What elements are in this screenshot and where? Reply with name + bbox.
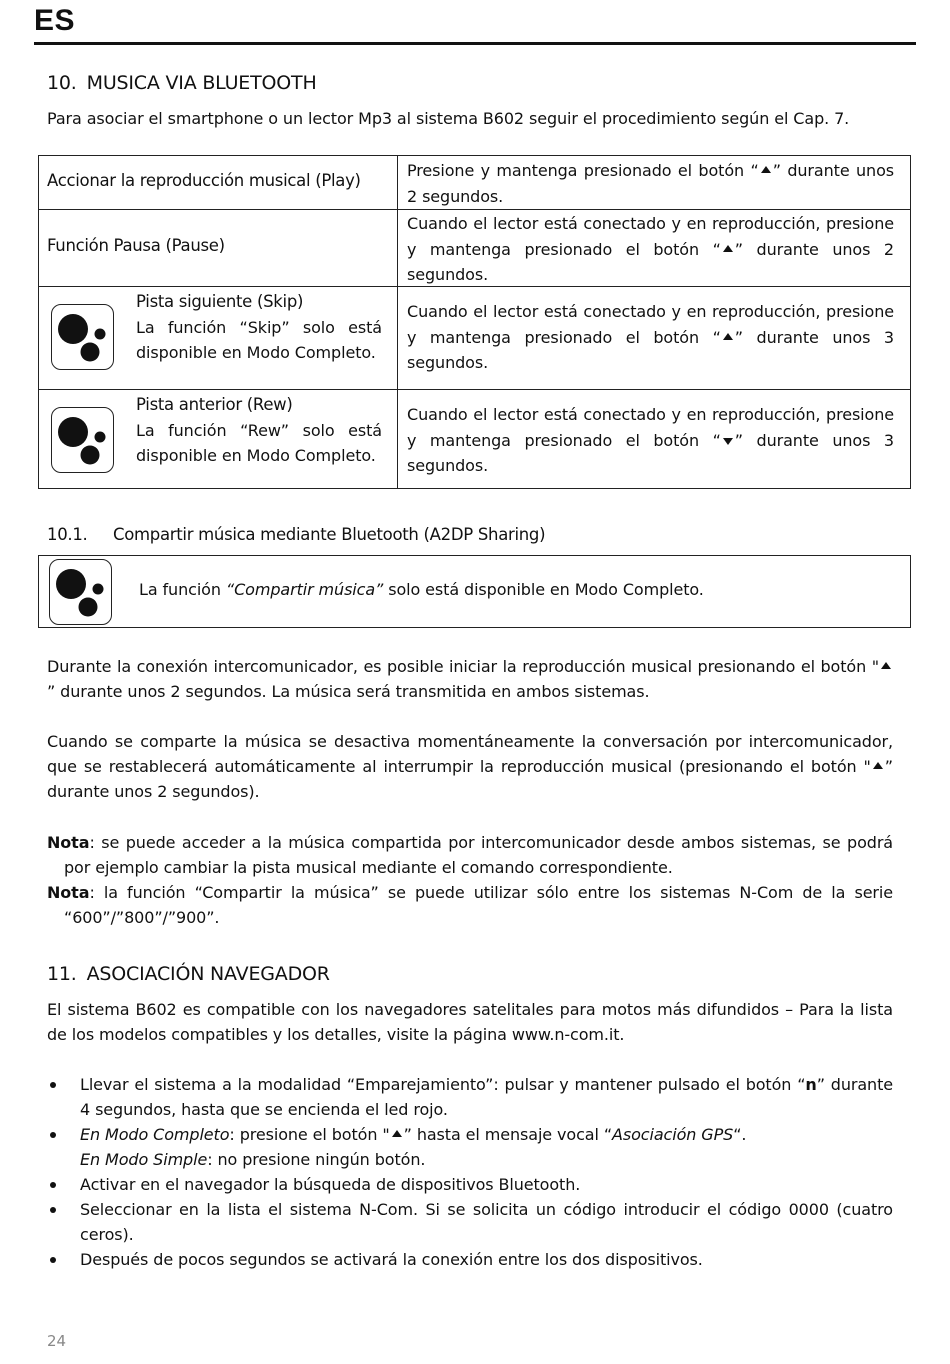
section-11-number: 11.: [47, 963, 77, 985]
desc-text: ” durante unos 2 segundos.: [407, 161, 894, 206]
table-cell-desc: [399, 158, 910, 209]
list-text: Activar en el navegador la búsqueda de dispositivos Bluetooth.: [80, 1175, 581, 1194]
command-detail: [136, 289, 382, 366]
list-text: Seleccionar en la lista el sistema N-Com. Si se solicita un código introducir el código 0000 (cuatro ceros).: [80, 1200, 893, 1244]
commands-table: [38, 155, 911, 489]
command-subtext: La función “Rew” solo está disponible en Modo Completo.: [136, 420, 382, 465]
section-10-title: MUSICA VIA BLUETOOTH: [86, 72, 317, 94]
note-text-part: La función: [139, 580, 226, 599]
language-code: ES: [34, 4, 76, 37]
key-label: n: [805, 1075, 817, 1094]
table-row: [39, 156, 910, 209]
note-text: : se puede acceder a la música compartida por intercomunicador desde ambos sistemas, se podrá por ejemplo cambiar la pista musical mediante el comando correspondiente.: [64, 833, 893, 877]
mode-note-text: [139, 580, 704, 599]
list-item: [47, 1247, 893, 1272]
section-10-1-number: 10.1.: [47, 525, 88, 544]
command-label: Función Pausa (Pause): [47, 236, 225, 255]
list-item: [47, 1072, 893, 1122]
list-emphasis: En Modo Completo: [80, 1125, 230, 1144]
section-10-number: 10.: [47, 72, 77, 94]
list-emphasis: Asociación GPS: [612, 1125, 734, 1144]
list-item: [47, 1122, 893, 1172]
bullet-icon: [50, 1082, 56, 1088]
bullet-icon: [50, 1257, 56, 1263]
command-detail: [136, 392, 382, 469]
up-arrow-icon: [723, 333, 733, 340]
list-text: ” hasta el mensaje vocal “: [403, 1125, 613, 1144]
list-text: “.: [733, 1125, 747, 1144]
mode-note-box: [38, 555, 911, 628]
section-10-1-title: Compartir música mediante Bluetooth (A2DP Sharing): [113, 525, 546, 544]
bullet-icon: [50, 1182, 56, 1188]
device-buttons-icon: [51, 407, 114, 473]
table-cell-desc: [399, 402, 910, 479]
desc-text: ” durante unos 3 segundos.: [407, 430, 894, 475]
table-cell-label: [39, 156, 398, 209]
desc-text: Cuando el lector está conectado y en reproducción, presione y mantenga presionado el botón “: [407, 214, 894, 259]
desc-text: Cuando el lector está conectado y en reproducción, presione y mantenga presionado el botón “: [407, 302, 894, 347]
list-item: [47, 1172, 893, 1197]
desc-text: Cuando el lector está conectado y en reproducción, presione y mantenga presionado el botón “: [407, 405, 894, 450]
down-arrow-icon: [723, 438, 733, 445]
table-row: [39, 209, 910, 286]
command-title: Pista anterior (Rew): [136, 395, 293, 414]
paragraph-text: ” durante unos 2 segundos. La música será transmitida en ambos sistemas.: [47, 682, 650, 701]
device-buttons-icon: [49, 559, 112, 625]
desc-text: ” durante unos 3 segundos.: [407, 327, 894, 372]
note-text-emphasis: “Compartir música”: [225, 580, 384, 599]
paragraph-text: Durante la conexión intercomunicador, es posible iniciar la reproducción musical presionando el botón ": [47, 657, 879, 676]
bullet-icon: [50, 1207, 56, 1213]
note-label: Nota: [47, 883, 90, 902]
up-arrow-icon: [761, 166, 771, 173]
section-10-1-heading: [47, 525, 545, 544]
list-emphasis: En Modo Simple: [80, 1150, 208, 1169]
table-row: [39, 286, 910, 389]
up-arrow-icon: [873, 762, 883, 769]
note-1: [47, 830, 893, 880]
list-text: Llevar el sistema a la modalidad “Emparejamiento”: pulsar y mantener pulsado el botón “: [80, 1075, 806, 1094]
list-text: Después de pocos segundos se activará la conexión entre los dos dispositivos.: [80, 1250, 703, 1269]
header-rule: [34, 42, 916, 45]
section-11-title: ASOCIACIÓN NAVEGADOR: [86, 963, 330, 985]
paragraph-text: Cuando se comparte la música se desactiva momentáneamente la conversación por intercomunicador, que se restablecerá automáticamente al interrumpir la reproducción musical (presionando el botón ": [47, 732, 893, 776]
list-text: ” durante 4 segundos, hasta que se encienda el led rojo.: [80, 1075, 893, 1119]
pairing-steps-list: [47, 1072, 893, 1272]
sharing-paragraph-1: [47, 654, 893, 704]
list-text: : presione el botón ": [229, 1125, 390, 1144]
bullet-icon: [50, 1132, 56, 1138]
table-cell-desc: [399, 299, 910, 376]
table-row: [39, 389, 910, 488]
note-2: [47, 880, 893, 930]
paragraph-text: ” durante unos 2 segundos).: [47, 757, 893, 801]
list-text: : no presione ningún botón.: [207, 1150, 426, 1169]
note-text: : la función “Compartir la música” se puede utilizar sólo entre los sistemas N-Com de la serie “600”/”800”/”900”.: [64, 883, 893, 927]
sharing-paragraph-2: [47, 729, 893, 804]
list-item: [47, 1197, 893, 1247]
command-title: Pista siguiente (Skip): [136, 292, 304, 311]
command-subtext: La función “Skip” solo está disponible en Modo Completo.: [136, 317, 382, 362]
desc-text: ” durante unos 2 segundos.: [407, 239, 894, 284]
note-label: Nota: [47, 833, 90, 852]
table-cell-label: [39, 210, 398, 286]
table-cell-label: [39, 287, 398, 389]
command-label: Accionar la reproducción musical (Play): [47, 171, 361, 190]
section-11-heading: [47, 963, 330, 985]
up-arrow-icon: [723, 245, 733, 252]
up-arrow-icon: [392, 1130, 402, 1137]
table-cell-label: [39, 390, 398, 488]
device-buttons-icon: [51, 304, 114, 370]
page-number: 24: [47, 1332, 67, 1350]
up-arrow-icon: [881, 662, 891, 669]
note-text-part: solo está disponible en Modo Completo.: [383, 580, 704, 599]
section-11-intro: El sistema B602 es compatible con los navegadores satelitales para motos más difundidos – Para la lista de los modelos compatibles y los detalles, visite la página www.n-com.it.: [47, 1000, 893, 1044]
table-cell-desc: [399, 211, 910, 288]
section-10-intro: Para asociar el smartphone o un lector Mp3 al sistema B602 seguir el procedimiento según el Cap. 7.: [47, 109, 850, 128]
section-10-heading: [47, 72, 317, 94]
desc-text: Presione y mantenga presionado el botón “: [407, 161, 759, 180]
